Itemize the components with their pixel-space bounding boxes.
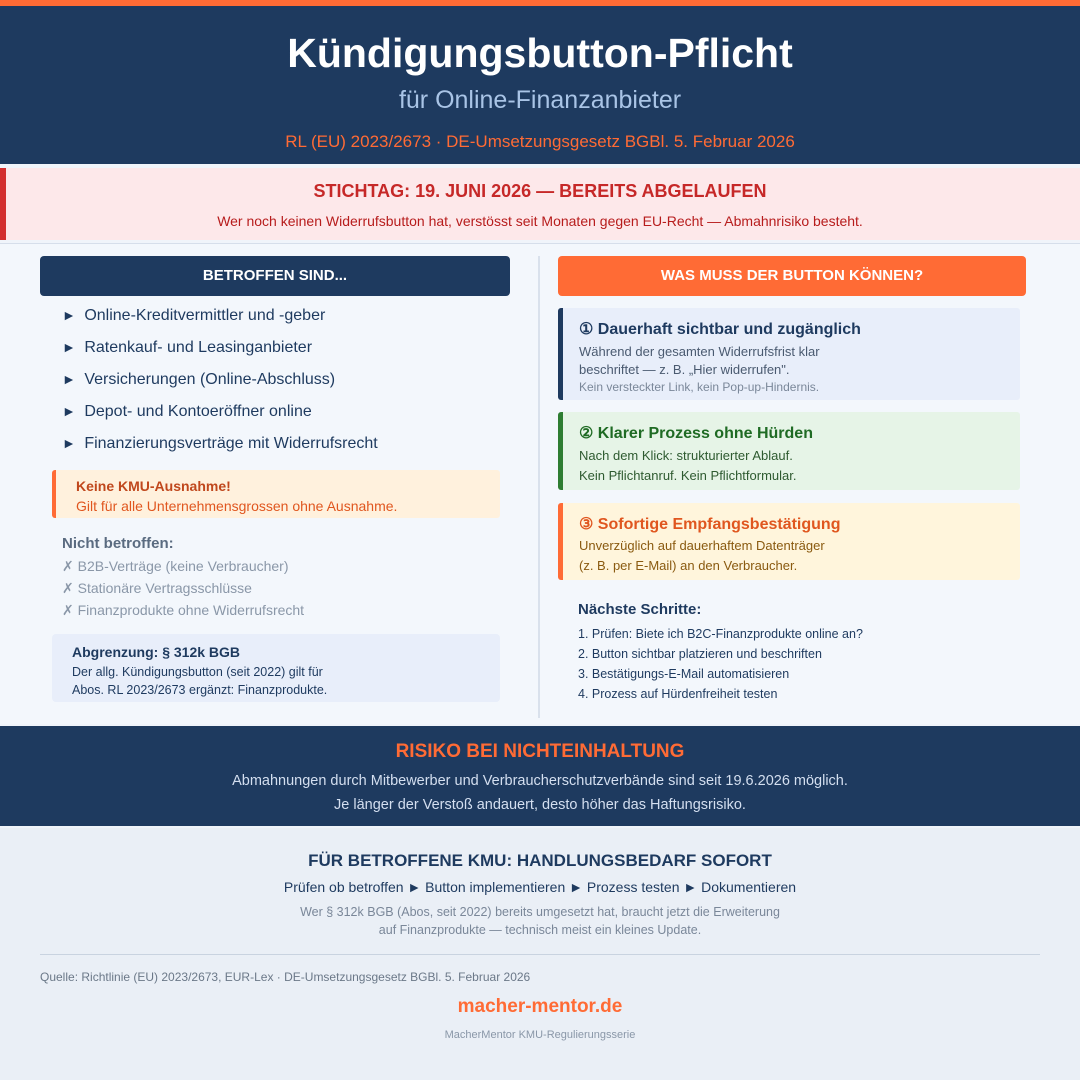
risk-line: Je länger der Verstoß andauert, desto höher das Haftungsrisiko.	[334, 797, 746, 813]
abgrenzung-line: Der allg. Kündigungsbutton (seit 2022) gilt für	[72, 665, 323, 679]
not-affected-item: ✗ Stationäre Vertragsschlüsse	[62, 580, 252, 596]
alert-text: Wer noch keinen Widerrufsbutton hat, verstösst seit Monaten gegen EU-Recht — Abmahnrisiko besteht.	[217, 213, 863, 229]
not-affected-title: Nicht betroffen:	[62, 535, 174, 552]
legal-reference: RL (EU) 2023/2673 · DE-Umsetzungsgesetz BGBl. 5. Februar 2026	[285, 132, 795, 151]
affected-item: ► Finanzierungsverträge mit Widerrufsrecht	[62, 435, 378, 452]
header-banner	[0, 6, 1080, 164]
abgrenzung-line: Abos. RL 2023/2673 ergänzt: Finanzprodukte.	[72, 683, 328, 697]
abgrenzung-title: Abgrenzung: § 312k BGB	[72, 644, 241, 660]
requirement-line: Während der gesamten Widerrufsfrist klar	[579, 344, 820, 359]
action-section	[0, 828, 1080, 1080]
not-affected-item: ✗ Finanzprodukte ohne Widerrufsrecht	[62, 602, 305, 618]
risk-banner	[0, 726, 1080, 826]
triangle-bullet-icon: ►	[62, 403, 76, 419]
not-affected-item: ✗ B2B-Verträge (keine Verbraucher)	[62, 558, 289, 574]
kmu-callout	[52, 470, 500, 518]
next-step-item: 1. Prüfen: Biete ich B2C-Finanzprodukte online an?	[578, 627, 863, 641]
requirement-line: (z. B. per E-Mail) an den Verbraucher.	[579, 558, 798, 573]
affected-item: ► Online-Kreditvermittler und -geber	[62, 307, 326, 324]
requirement-note: Kein versteckter Link, kein Pop-up-Hindernis.	[579, 380, 820, 394]
triangle-bullet-icon: ►	[62, 435, 76, 451]
kmu-callout-text: Gilt für alle Unternehmensgrossen ohne Ausnahme.	[76, 498, 398, 514]
requirement-title: ① Dauerhaft sichtbar und zugänglich	[579, 321, 861, 338]
risk-line: Abmahnungen durch Mitbewerber und Verbraucherschutzverbände sind seit 19.6.2026 möglich.	[232, 773, 848, 789]
alert-accent-bar	[0, 168, 6, 240]
requirement-line: Nach dem Klick: strukturierter Ablauf.	[579, 448, 793, 463]
affected-heading: BETROFFEN SIND...	[40, 256, 510, 296]
brand-name: macher-mentor.de	[457, 996, 623, 1017]
alert-headline: STICHTAG: 19. JUNI 2026 — BEREITS ABGELAUFEN	[313, 181, 767, 201]
next-step-item: 3. Bestätigungs-E-Mail automatisieren	[578, 667, 790, 681]
triangle-bullet-icon: ►	[62, 371, 76, 387]
triangle-bullet-icon: ►	[62, 307, 76, 323]
action-title: FÜR BETROFFENE KMU: HANDLUNGSBEDARF SOFORT	[308, 851, 772, 870]
deadline-alert	[0, 168, 1080, 240]
source-citation: Quelle: Richtlinie (EU) 2023/2673, EUR-Lex · DE-Umsetzungsgesetz BGBl. 5. Februar 2026	[40, 970, 531, 984]
requirement-line: Kein Pflichtanruf. Kein Pflichtformular.	[579, 468, 797, 483]
requirement-card-visible	[558, 308, 1020, 400]
requirement-card-process	[558, 412, 1020, 490]
next-steps-title: Nächste Schritte:	[578, 601, 702, 618]
affected-item: ► Ratenkauf- und Leasinganbieter	[62, 339, 313, 356]
affected-item: ► Depot- und Kontoeröffner online	[62, 403, 312, 420]
next-step-item: 2. Button sichtbar platzieren und beschriften	[578, 647, 822, 661]
abgrenzung-box	[52, 634, 500, 702]
next-step-item: 4. Prozess auf Hürdenfreiheit testen	[578, 687, 778, 701]
kmu-callout-title: Keine KMU-Ausnahme!	[76, 478, 231, 494]
action-note: auf Finanzprodukte — technisch meist ein kleines Update.	[378, 923, 702, 937]
footer-divider	[40, 954, 1040, 955]
requirement-card-confirmation	[558, 503, 1020, 580]
column-divider	[538, 256, 540, 718]
series-name: MacherMentor KMU-Regulierungsserie	[444, 1029, 636, 1041]
triangle-bullet-icon: ►	[62, 339, 76, 355]
requirement-line: beschriftet — z. B. „Hier widerrufen".	[579, 362, 790, 377]
action-note: Wer § 312k BGB (Abos, seit 2022) bereits umgesetzt hat, braucht jetzt die Erweiterung	[300, 905, 780, 919]
page-title: Kündigungsbutton-Pflicht	[287, 30, 793, 76]
affected-item: ► Versicherungen (Online-Abschluss)	[62, 371, 336, 388]
requirements-heading: WAS MUSS DER BUTTON KÖNNEN?	[558, 256, 1026, 296]
risk-title: RISIKO BEI NICHTEINHALTUNG	[395, 741, 685, 762]
requirement-title: ③ Sofortige Empfangsbestätigung	[579, 516, 841, 533]
requirement-line: Unverzüglich auf dauerhaftem Datenträger	[579, 538, 825, 553]
requirement-title: ② Klarer Prozess ohne Hürden	[579, 425, 813, 442]
page-subtitle: für Online-Finanzanbieter	[398, 86, 682, 114]
action-flow: Prüfen ob betroffen ► Button implementieren ► Prozess testen ► Dokumentieren	[283, 879, 797, 895]
